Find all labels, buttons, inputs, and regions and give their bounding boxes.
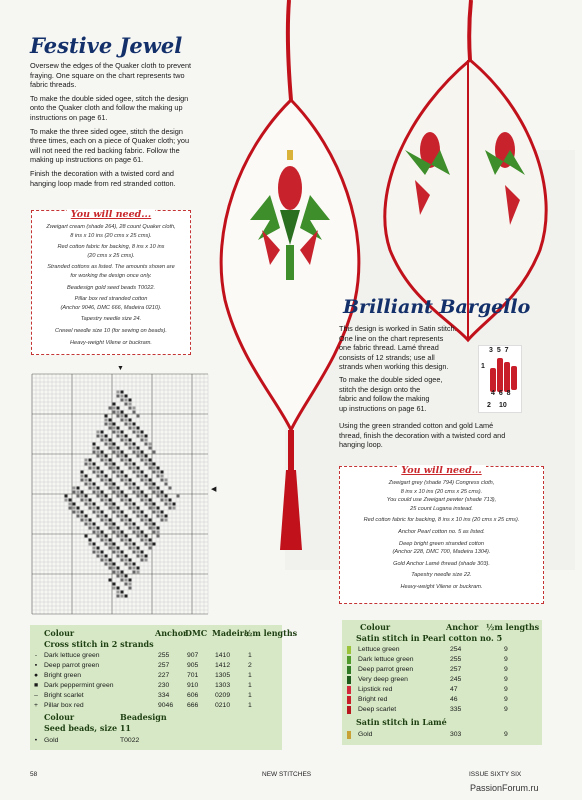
colour-swatch [347,676,351,684]
key-header-row [30,628,298,638]
colour-swatch [347,656,351,664]
key-colour-name: Gold [358,731,373,738]
chart-side-arrow: ◀ [211,486,217,493]
cross-stitch-chart [32,374,208,614]
bargello-need-list [340,479,543,592]
key-madeira: 0209 [215,692,231,699]
key-row [30,661,282,670]
key-colour-name: Deep parrot green [358,666,414,673]
key-length: 9 [504,646,508,653]
key-row [30,701,282,710]
key-colour-name: Bright scarlet [44,692,84,699]
key-madeira: 0210 [215,702,231,709]
bargello-line: One line on the chart represents [339,333,444,343]
key-colour-name: Bright green [44,672,82,679]
key-row [30,681,282,690]
colour-swatch [347,731,351,739]
key-length: 9 [504,706,508,713]
key-dmc: 910 [187,682,199,689]
key-row [30,651,282,660]
need-line: Stranded cottons as listed. The amounts shown are [47,264,175,271]
key-dmc: 666 [187,702,199,709]
need-line: Heavy-weight Vilene or buckram. [70,339,152,346]
key-length: 1 [248,692,252,699]
key-anchor: 227 [158,672,170,679]
colour-swatch [347,686,351,694]
colour-swatch [347,646,351,654]
key-bead-code: T0022 [120,737,140,744]
need-line: Tapestry needle size 22. [411,572,472,579]
need-line: 8 ins x 10 ins (20 cms x 25 cms). [400,488,483,495]
col-dmc: DMC [185,628,208,638]
key-dmc: 606 [187,692,199,699]
key-section-title: Seed beads, size 11 [44,723,131,733]
need-line: Deep bright green stranded cotton [399,540,484,547]
key-colour-name: Gold [44,737,59,744]
bargello-line: fabric and follow the making [339,394,430,404]
key-dmc: 907 [187,652,199,659]
bargello-line: To make the double sided ogee, [339,374,443,384]
key-anchor: 255 [450,656,462,663]
key-anchor: 257 [158,662,170,669]
key-symbol: – [34,692,38,699]
key-colour-name: Lipstick red [358,686,393,693]
bead-row [30,736,282,745]
watermark: PassionForum.ru [470,783,539,793]
key-length: 1 [248,652,252,659]
key-row [342,705,542,714]
need-line: Red cotton fabric for backing, 8 ins x 10 ins (20 cms x 25 cms). [363,517,520,524]
key-length: 9 [504,666,508,673]
chart-grid [32,374,208,614]
key-row [342,675,542,684]
lame-row [342,730,542,739]
colour-swatch [347,696,351,704]
key-length: 1 [248,672,252,679]
key-length: 9 [504,696,508,703]
twisted-cord [469,0,471,60]
key-symbol: ■ [33,682,39,689]
key-row [342,665,542,674]
bargello-line: stitch the design onto the [339,384,421,394]
need-line: (20 cms x 25 cms). [87,252,135,259]
key-anchor: 334 [158,692,170,699]
stitch-diagram [478,345,522,413]
right-key-table [342,620,542,745]
page-number: 58 [30,771,38,778]
key-symbol: • [34,737,38,744]
key-dmc: 701 [187,672,199,679]
bargello-line: This design is worked in Satin stitch. [339,324,457,333]
key-colour-name: Deep scarlet [358,706,397,713]
key-colour-name: Bright red [358,696,388,703]
festive-paragraph: Oversew the edges of the Quaker cloth to prevent fraying. One square on the chart represents two fabric threads. [30,61,192,90]
key-colour-name: Lettuce green [358,646,400,653]
need-line: Anchor Pearl cotton no. 5 as listed. [398,528,485,535]
bargello-title: Brilliant Bargello [343,296,531,318]
key-length: 9 [504,731,508,738]
key-row [342,695,542,704]
festive-paragraph: To make the three sided ogee, stitch the design three times, each on a piece of Quaker cloth; you will not need the red backing fabric. Follow the making up instructions on page 61. [30,126,189,165]
left-key-table [30,625,298,750]
key-length: 2 [248,662,252,669]
need-line: Red cotton fabric for backing, 8 ins x 10 ins [57,244,165,251]
need-line: Tapestry needle size 24. [80,316,142,323]
key-row [30,691,282,700]
festive-jewel-title: Festive Jewel [30,33,183,58]
key-colour-name: Deep parrot green [44,662,100,669]
key-anchor: 254 [450,646,462,653]
need-line: Crewel needle size 10 (for sewing on beads). [55,327,167,334]
colour-swatch [347,706,351,714]
bargello-instructions [339,324,489,413]
diagram-bottom-under: 10 [499,402,507,409]
key-colour-name: Pillar box red [44,702,84,709]
key-madeira: 1305 [215,672,231,679]
col-colour: Colour [44,628,75,638]
magazine-name: NEW STITCHES [262,771,312,778]
key-symbol: ● [33,672,39,679]
key-dmc: 905 [187,662,199,669]
satin-stitch-bars [489,358,517,394]
col-beadesign: Beadesign [120,712,167,722]
key-symbol: ▪ [34,662,38,669]
bargello-line: strands when working this design. [339,362,449,372]
col-lengths: ½m lengths [244,628,298,638]
key-row [30,671,282,680]
key-section-title: Satin stitch in Lamé [356,717,447,727]
key-length: 1 [248,702,252,709]
twisted-cord [288,0,291,100]
diagram-bottom-left: 2 [487,402,491,409]
key-anchor: 303 [450,731,462,738]
col-anchor: Anchor [155,628,188,638]
need-line: Gold Anchor Lamé thread (shade 303). [393,560,490,567]
key-anchor: 46 [450,696,458,703]
need-line: 25 count Lugana instead. [410,505,473,512]
key-madeira: 1412 [215,662,231,669]
key-colour-name: Dark peppermint green [44,682,114,689]
festive-paragraph: To make the double sided ogee, stitch the design onto the Quaker cloth and follow the making up instructions on page 61. [30,93,189,122]
col-colour: Colour [360,622,391,632]
key-section-title: Satin stitch in Pearl cotton no. 5 [356,633,503,643]
need-line: Beadesign gold seed beads T0022. [66,284,155,291]
key-row [342,685,542,694]
col-lengths: ½m lengths [486,622,540,632]
key-anchor: 9046 [158,702,174,709]
key-anchor: 230 [158,682,170,689]
bargello-line: up instructions on page 61. [339,403,427,413]
bargello-line: consists of 12 strands; use all [339,352,435,362]
key-symbol: - [34,652,38,659]
diagram-top-numbers: 3 5 7 [489,347,510,354]
key-row [342,645,542,654]
key-anchor: 47 [450,686,458,693]
key-header-row [342,623,542,632]
key-anchor: 335 [450,706,462,713]
need-line: Zweigart cream (shade 264), 28 count Quaker cloth, [46,224,176,230]
key-madeira: 1410 [215,652,231,659]
key-length: 1 [248,682,252,689]
col-colour: Colour [44,712,75,722]
key-length: 9 [504,676,508,683]
need-line: (Anchor 228, DMC 700, Madeira 1304). [392,549,491,556]
col-anchor: Anchor [446,622,479,632]
colour-swatch [347,666,351,674]
key-anchor: 245 [450,676,462,683]
key-madeira: 1303 [215,682,231,689]
festive-need-title: You will need... [67,209,155,220]
diagram-top-left: 1 [481,363,485,370]
diagram-bottom-numbers: 4 6 8 [491,390,512,397]
bargello-line: one fabric thread. Lamé thread [339,343,439,353]
key-section-title: Cross stitch in 2 strands [44,639,154,649]
festive-paragraph: Finish the decoration with a twisted cord and hanging loop made from red stranded cotton. [30,168,176,188]
bargello-finish-paragraph: Using the green stranded cotton and gold Lamé thread, finish the decoration with a twisted cord and hanging loop. [339,421,506,450]
key-length: 9 [504,686,508,693]
tassel [288,430,294,470]
bargello-need-box [339,466,544,604]
col-madeira: Madeira [212,628,250,638]
need-line: for working the design once only. [70,272,152,279]
key-length: 9 [504,656,508,663]
key-colour-name: Dark lettuce green [358,656,414,663]
need-line: Zweigart grey (shade 794) Congress cloth, [388,480,495,486]
need-line: Pillar box red stranded cotton [74,296,148,303]
key-colour-name: Very deep green [358,676,408,683]
key-symbol: + [34,702,38,709]
chart-top-arrow: ▼ [117,365,124,372]
key-anchor: 255 [158,652,170,659]
key-anchor: 257 [450,666,462,673]
issue-label: ISSUE SIXTY SIX [469,771,522,778]
key-header-row-2 [30,713,282,722]
bargello-need-title: You will need... [397,465,485,476]
key-colour-name: Dark lettuce green [44,652,100,659]
need-line: You could use Zweigart pewter (shade 713), [386,497,497,504]
need-line: 8 ins x 10 ins (20 cms x 25 cms). [70,232,152,239]
need-line: (Anchor 9046, DMC 666, Madeira 0210). [60,304,162,311]
need-line: Heavy-weight Vilene or buckram. [400,583,483,590]
key-row [342,655,542,664]
